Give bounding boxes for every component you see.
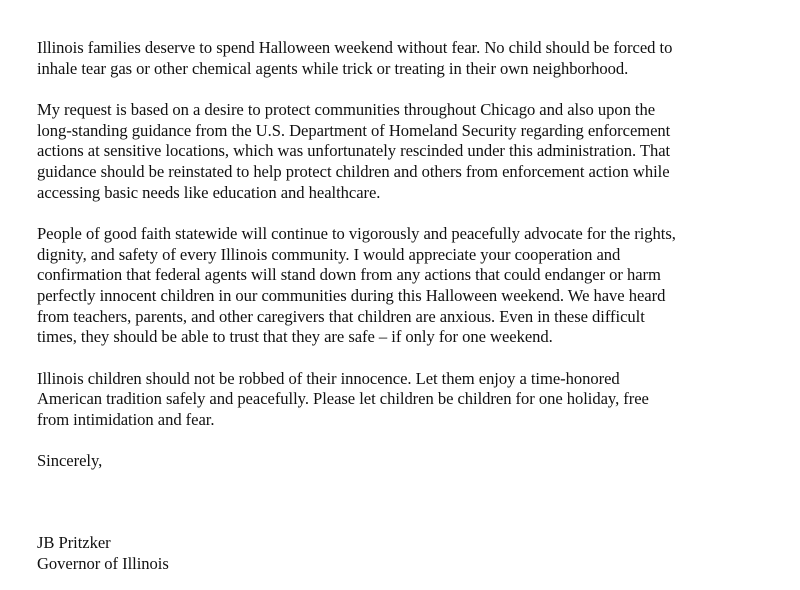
signature-block [37,533,777,574]
text-line: Illinois families deserve to spend Halloween weekend without fear. No child should be forced to [37,38,673,57]
text-line: dignity, and safety of every Illinois community. I would appreciate your cooperation and [37,244,621,264]
text-line: accessing basic needs like education and healthcare. [37,182,381,202]
paragraph-1 [37,38,777,79]
letter-body [37,38,777,574]
text-line: actions at sensitive locations, which was unfortunately rescinded under this administration. That [37,141,671,161]
paragraph-4 [37,369,777,431]
text-line: perfectly innocent children in our communities during this Halloween weekend. We have heard [37,286,666,306]
text-line: from intimidation and fear. [37,410,215,430]
text-line: My request is based on a desire to protect communities throughout Chicago and also upon the [37,99,656,119]
text-line: guidance should be reinstated to help protect children and others from enforcement action while [37,162,670,182]
text-line: Illinois children should not be robbed of their innocence. Let them enjoy a time-honored [37,368,620,388]
text-line: times, they should be able to trust that they are safe – if only for one weekend. [37,327,553,347]
text-line: confirmation that federal agents will stand down from any actions that could endanger or harm [37,265,661,285]
paragraph-3 [37,224,777,348]
signer-title: Governor of Illinois [37,553,169,573]
text-line: People of good faith statewide will continue to vigorously and peacefully advocate for the rights, [37,223,676,243]
signer-name: JB Pritzker [37,532,111,552]
text-line: inhale tear gas or other chemical agents while trick or treating in their own neighborhood. [37,58,629,78]
text-line: American tradition safely and peacefully. Please let children be children for one holiday, free [37,389,649,409]
text-line: long-standing guidance from the U.S. Department of Homeland Security regarding enforcement [37,120,671,140]
closing [37,451,777,472]
closing-text: Sincerely, [37,451,103,471]
paragraph-2 [37,100,777,204]
text-line: from teachers, parents, and other caregivers that children are anxious. Even in these difficult [37,306,645,326]
